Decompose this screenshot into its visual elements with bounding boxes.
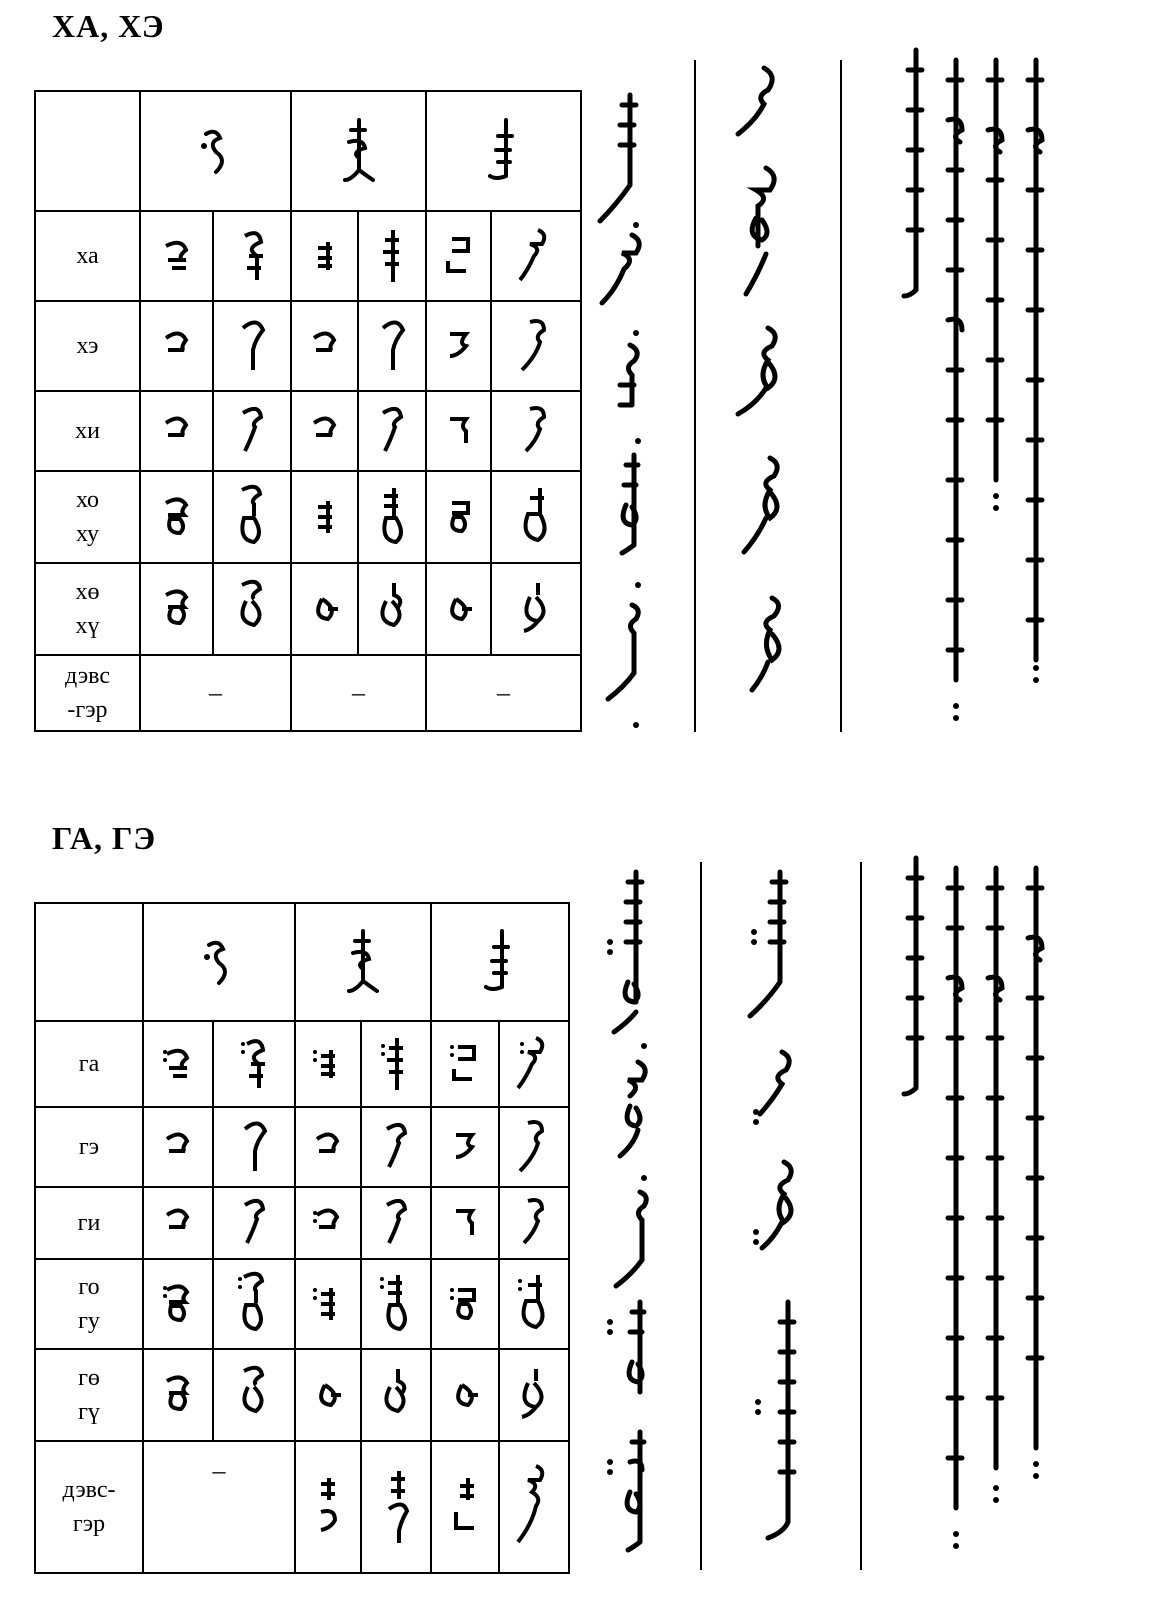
- letter-glyph: [491, 391, 581, 471]
- letter-glyph: [426, 563, 491, 655]
- letter-glyph: [499, 1259, 569, 1349]
- letter-glyph: [426, 471, 491, 563]
- letter-glyph: [143, 1187, 213, 1259]
- letter-glyph: [499, 1021, 569, 1107]
- row-label: га: [35, 1021, 143, 1107]
- letter-glyph: [491, 301, 581, 391]
- row-label: хо ху: [35, 471, 140, 563]
- letter-glyph: [426, 211, 491, 301]
- row-label: дэвс- гэр: [35, 1441, 143, 1573]
- letter-glyph: [291, 471, 358, 563]
- letter-glyph: [140, 563, 213, 655]
- letter-glyph: [358, 563, 426, 655]
- letter-glyph: [431, 1349, 499, 1441]
- letter-glyph: [140, 391, 213, 471]
- letter-glyph: [431, 1187, 499, 1259]
- letter-glyph: [499, 1441, 569, 1573]
- divider-line: [694, 60, 696, 732]
- letter-glyph: [361, 1349, 431, 1441]
- letter-glyph: [291, 391, 358, 471]
- vertical-script-column: [896, 848, 1076, 1568]
- letter-glyph: [358, 471, 426, 563]
- header-medial-glyph: [295, 903, 431, 1021]
- letter-glyph: [295, 1187, 361, 1259]
- letter-glyph: [295, 1441, 361, 1573]
- letter-glyph: [295, 1259, 361, 1349]
- corner-cell: [35, 903, 143, 1021]
- header-initial-glyph: [143, 903, 295, 1021]
- row-label: хө хү: [35, 563, 140, 655]
- letter-glyph: [213, 211, 291, 301]
- letter-glyph: [213, 563, 291, 655]
- header-initial-glyph: [140, 91, 291, 211]
- letter-glyph: [361, 1107, 431, 1187]
- letter-glyph: [361, 1441, 431, 1573]
- letter-glyph: [361, 1021, 431, 1107]
- letter-glyph: [291, 301, 358, 391]
- letter-glyph: [213, 391, 291, 471]
- letter-glyph: [499, 1349, 569, 1441]
- vertical-script-column: [896, 40, 1076, 730]
- letter-glyph: [491, 471, 581, 563]
- divider-line: [860, 862, 862, 1570]
- letter-glyph: [358, 391, 426, 471]
- row-label: гө гү: [35, 1349, 143, 1441]
- section-title: ХА, ХЭ: [52, 8, 165, 44]
- letter-glyph: [295, 1349, 361, 1441]
- empty-cell-dash: –: [426, 655, 581, 731]
- letter-glyph: [213, 471, 291, 563]
- letter-glyph: [431, 1441, 499, 1573]
- letter-glyph: [213, 1187, 295, 1259]
- row-label: хи: [35, 391, 140, 471]
- letter-glyph: [140, 301, 213, 391]
- letter-glyph: [143, 1259, 213, 1349]
- letter-glyph: [143, 1349, 213, 1441]
- row-label: ха: [35, 211, 140, 301]
- letter-glyph: [213, 1259, 295, 1349]
- header-final-glyph: [431, 903, 569, 1021]
- letter-glyph: [499, 1107, 569, 1187]
- empty-cell-dash: –: [140, 655, 291, 731]
- letter-glyph: [213, 1349, 295, 1441]
- letter-glyph: [431, 1107, 499, 1187]
- letter-glyph: [295, 1107, 361, 1187]
- letter-glyph: [140, 471, 213, 563]
- letter-glyph: [291, 563, 358, 655]
- vertical-script-column: [718, 58, 798, 718]
- letter-glyph: [213, 1107, 295, 1187]
- row-label: го гу: [35, 1259, 143, 1349]
- letter-glyph: [426, 301, 491, 391]
- letter-glyph: [358, 211, 426, 301]
- row-label: ги: [35, 1187, 143, 1259]
- letter-glyph: [295, 1021, 361, 1107]
- section-title: ГА, ГЭ: [52, 820, 157, 856]
- letter-glyph: [140, 211, 213, 301]
- letter-glyph: [361, 1187, 431, 1259]
- letter-glyph: [213, 301, 291, 391]
- divider-line: [840, 60, 842, 732]
- letter-glyph: [491, 563, 581, 655]
- vertical-script-column: [590, 85, 660, 735]
- header-final-glyph: [426, 91, 581, 211]
- letter-glyph: [499, 1187, 569, 1259]
- letter-glyph: [491, 211, 581, 301]
- vertical-script-column: [728, 862, 828, 1562]
- letter-table: [34, 902, 570, 1574]
- letter-glyph: [358, 301, 426, 391]
- row-label: дэвс -гэр: [35, 655, 140, 731]
- letter-glyph: [143, 1021, 213, 1107]
- divider-line: [700, 862, 702, 1570]
- letter-glyph: [361, 1259, 431, 1349]
- vertical-script-column: [596, 862, 666, 1582]
- corner-cell: [35, 91, 140, 211]
- row-label: хэ: [35, 301, 140, 391]
- letter-glyph: [426, 391, 491, 471]
- letter-table: [34, 90, 582, 732]
- letter-glyph: [291, 211, 358, 301]
- empty-cell-dash: –: [291, 655, 426, 731]
- row-label: гэ: [35, 1107, 143, 1187]
- header-medial-glyph: [291, 91, 426, 211]
- letter-glyph: [431, 1259, 499, 1349]
- empty-cell-dash: –: [143, 1441, 295, 1573]
- letter-glyph: [213, 1021, 295, 1107]
- letter-glyph: [431, 1021, 499, 1107]
- letter-glyph: [143, 1107, 213, 1187]
